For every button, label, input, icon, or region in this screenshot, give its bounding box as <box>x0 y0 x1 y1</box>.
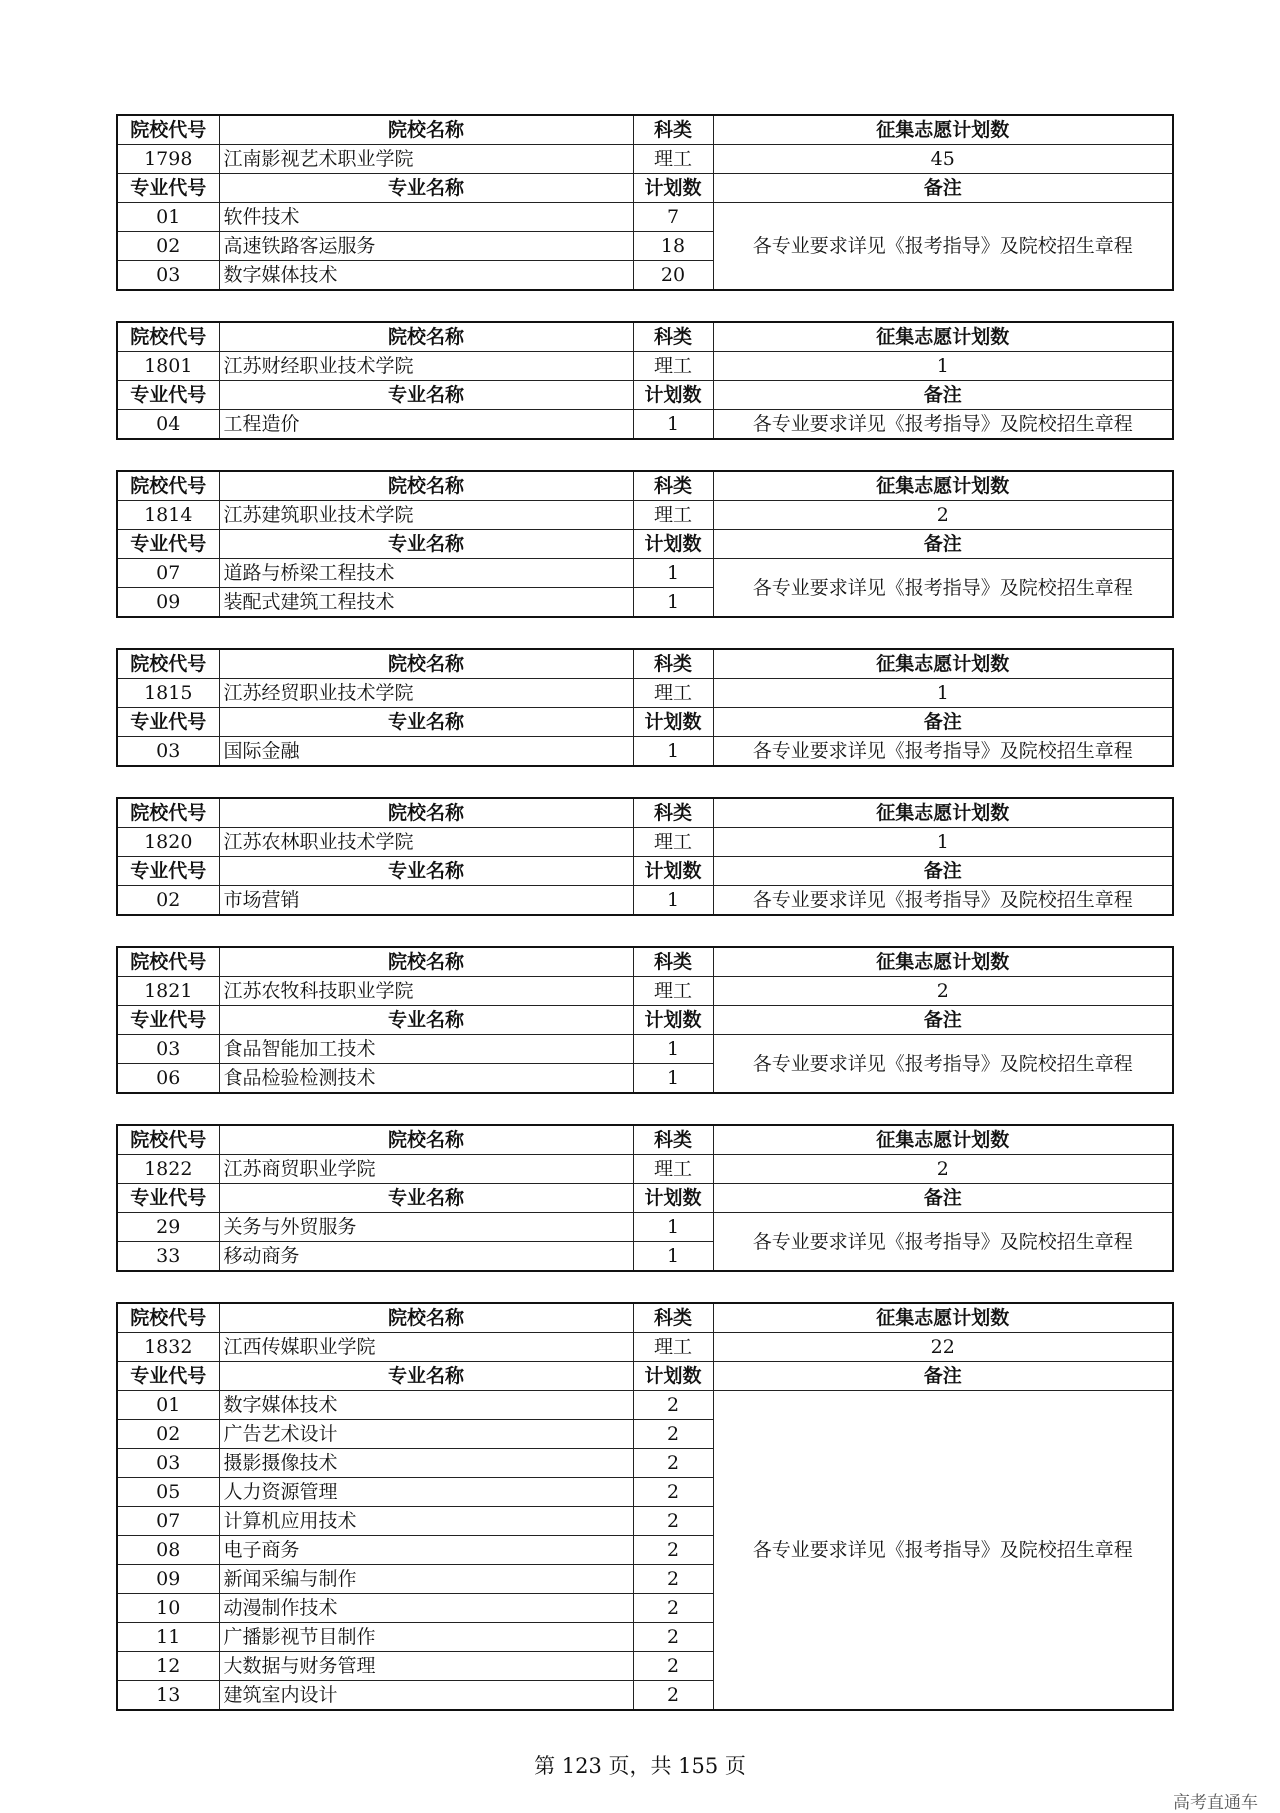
major-row <box>117 1213 1173 1242</box>
plan-count-header: 计划数 <box>633 381 713 410</box>
major-plan-count: 2 <box>633 1391 713 1420</box>
major-code-header: 专业代号 <box>117 708 219 737</box>
major-row <box>117 559 1173 588</box>
major-header-row <box>117 174 1173 203</box>
school-info-row <box>117 352 1173 381</box>
major-name: 工程造价 <box>219 410 633 440</box>
major-name-header: 专业名称 <box>219 1184 633 1213</box>
major-plan-count: 20 <box>633 261 713 291</box>
major-note: 各专业要求详见《报考指导》及院校招生章程 <box>713 1035 1173 1094</box>
school-name-header: 院校名称 <box>219 649 633 679</box>
major-plan-count: 2 <box>633 1594 713 1623</box>
major-name: 计算机应用技术 <box>219 1507 633 1536</box>
major-code: 10 <box>117 1594 219 1623</box>
major-code-header: 专业代号 <box>117 857 219 886</box>
major-name: 国际金融 <box>219 737 633 767</box>
school-category: 理工 <box>633 1155 713 1184</box>
school-category: 理工 <box>633 977 713 1006</box>
category-header: 科类 <box>633 115 713 145</box>
school-code: 1798 <box>117 145 219 174</box>
major-plan-count: 2 <box>633 1623 713 1652</box>
major-code: 33 <box>117 1242 219 1272</box>
plan-total-header: 征集志愿计划数 <box>713 115 1173 145</box>
major-row <box>117 203 1173 232</box>
school-code-header: 院校代号 <box>117 115 219 145</box>
major-plan-count: 1 <box>633 588 713 618</box>
major-name: 建筑室内设计 <box>219 1681 633 1711</box>
major-code: 09 <box>117 588 219 618</box>
major-name: 新闻采编与制作 <box>219 1565 633 1594</box>
major-row <box>117 1035 1173 1064</box>
school-header-row <box>117 947 1173 977</box>
plan-total-header: 征集志愿计划数 <box>713 947 1173 977</box>
major-name: 人力资源管理 <box>219 1478 633 1507</box>
major-code: 07 <box>117 559 219 588</box>
major-name: 市场营销 <box>219 886 633 916</box>
major-name-header: 专业名称 <box>219 1006 633 1035</box>
major-note: 各专业要求详见《报考指导》及院校招生章程 <box>713 559 1173 618</box>
major-plan-count: 1 <box>633 559 713 588</box>
plan-total-header: 征集志愿计划数 <box>713 649 1173 679</box>
plan-total-header: 征集志愿计划数 <box>713 322 1173 352</box>
school-category: 理工 <box>633 679 713 708</box>
major-plan-count: 1 <box>633 1242 713 1272</box>
major-plan-count: 2 <box>633 1536 713 1565</box>
school-name-header: 院校名称 <box>219 115 633 145</box>
major-name: 广告艺术设计 <box>219 1420 633 1449</box>
major-name-header: 专业名称 <box>219 174 633 203</box>
plan-count-header: 计划数 <box>633 174 713 203</box>
school-info-row <box>117 1333 1173 1362</box>
school-code: 1832 <box>117 1333 219 1362</box>
major-code-header: 专业代号 <box>117 174 219 203</box>
major-note: 各专业要求详见《报考指导》及院校招生章程 <box>713 886 1173 916</box>
major-name: 食品检验检测技术 <box>219 1064 633 1094</box>
school-table <box>116 114 1174 291</box>
school-code: 1821 <box>117 977 219 1006</box>
major-name-header: 专业名称 <box>219 857 633 886</box>
school-code: 1814 <box>117 501 219 530</box>
school-info-row <box>117 977 1173 1006</box>
school-header-row <box>117 1125 1173 1155</box>
major-name-header: 专业名称 <box>219 1362 633 1391</box>
major-code: 02 <box>117 886 219 916</box>
school-header-row <box>117 322 1173 352</box>
major-row <box>117 737 1173 767</box>
major-code: 11 <box>117 1623 219 1652</box>
school-table <box>116 321 1174 440</box>
school-category: 理工 <box>633 501 713 530</box>
school-plan-total: 2 <box>713 501 1173 530</box>
major-plan-count: 2 <box>633 1565 713 1594</box>
school-code-header: 院校代号 <box>117 322 219 352</box>
school-plan-total: 2 <box>713 1155 1173 1184</box>
major-note: 各专业要求详见《报考指导》及院校招生章程 <box>713 1391 1173 1711</box>
plan-total-header: 征集志愿计划数 <box>713 471 1173 501</box>
school-plan-total: 1 <box>713 828 1173 857</box>
major-code: 01 <box>117 203 219 232</box>
major-name: 大数据与财务管理 <box>219 1652 633 1681</box>
major-plan-count: 2 <box>633 1507 713 1536</box>
category-header: 科类 <box>633 649 713 679</box>
school-name-header: 院校名称 <box>219 947 633 977</box>
major-header-row <box>117 708 1173 737</box>
school-name-header: 院校名称 <box>219 471 633 501</box>
major-plan-count: 1 <box>633 410 713 440</box>
major-plan-count: 1 <box>633 886 713 916</box>
school-name: 江苏建筑职业技术学院 <box>219 501 633 530</box>
major-note: 各专业要求详见《报考指导》及院校招生章程 <box>713 1213 1173 1272</box>
major-code: 03 <box>117 261 219 291</box>
major-code: 06 <box>117 1064 219 1094</box>
school-table <box>116 470 1174 618</box>
major-code: 04 <box>117 410 219 440</box>
major-plan-count: 7 <box>633 203 713 232</box>
major-name-header: 专业名称 <box>219 381 633 410</box>
major-code: 08 <box>117 1536 219 1565</box>
major-plan-count: 2 <box>633 1681 713 1711</box>
school-code-header: 院校代号 <box>117 1125 219 1155</box>
major-code-header: 专业代号 <box>117 1184 219 1213</box>
major-plan-count: 1 <box>633 1213 713 1242</box>
school-name: 江苏经贸职业技术学院 <box>219 679 633 708</box>
school-code: 1822 <box>117 1155 219 1184</box>
major-plan-count: 1 <box>633 737 713 767</box>
major-plan-count: 1 <box>633 1035 713 1064</box>
major-plan-count: 2 <box>633 1652 713 1681</box>
plan-total-header: 征集志愿计划数 <box>713 1303 1173 1333</box>
category-header: 科类 <box>633 1125 713 1155</box>
major-name: 食品智能加工技术 <box>219 1035 633 1064</box>
major-row <box>117 1391 1173 1420</box>
note-header: 备注 <box>713 708 1173 737</box>
major-code-header: 专业代号 <box>117 530 219 559</box>
plan-count-header: 计划数 <box>633 1362 713 1391</box>
major-plan-count: 2 <box>633 1449 713 1478</box>
note-header: 备注 <box>713 1006 1173 1035</box>
major-name: 关务与外贸服务 <box>219 1213 633 1242</box>
major-code: 03 <box>117 1035 219 1064</box>
school-plan-total: 1 <box>713 352 1173 381</box>
school-name: 江西传媒职业学院 <box>219 1333 633 1362</box>
admission-plan-tables <box>116 114 1172 1741</box>
school-category: 理工 <box>633 352 713 381</box>
category-header: 科类 <box>633 322 713 352</box>
major-header-row <box>117 381 1173 410</box>
school-plan-total: 2 <box>713 977 1173 1006</box>
school-code-header: 院校代号 <box>117 1303 219 1333</box>
plan-count-header: 计划数 <box>633 857 713 886</box>
school-header-row <box>117 1303 1173 1333</box>
plan-count-header: 计划数 <box>633 1184 713 1213</box>
major-code-header: 专业代号 <box>117 1362 219 1391</box>
school-name-header: 院校名称 <box>219 322 633 352</box>
school-info-row <box>117 145 1173 174</box>
school-code-header: 院校代号 <box>117 947 219 977</box>
major-header-row <box>117 1362 1173 1391</box>
major-code: 09 <box>117 1565 219 1594</box>
major-plan-count: 1 <box>633 1064 713 1094</box>
note-header: 备注 <box>713 1362 1173 1391</box>
category-header: 科类 <box>633 798 713 828</box>
plan-total-header: 征集志愿计划数 <box>713 798 1173 828</box>
category-header: 科类 <box>633 1303 713 1333</box>
major-code: 03 <box>117 737 219 767</box>
major-code: 03 <box>117 1449 219 1478</box>
school-code: 1801 <box>117 352 219 381</box>
major-name: 道路与桥梁工程技术 <box>219 559 633 588</box>
major-plan-count: 18 <box>633 232 713 261</box>
major-name-header: 专业名称 <box>219 708 633 737</box>
major-header-row <box>117 857 1173 886</box>
school-info-row <box>117 679 1173 708</box>
school-plan-total: 45 <box>713 145 1173 174</box>
major-name: 装配式建筑工程技术 <box>219 588 633 618</box>
school-info-row <box>117 501 1173 530</box>
major-name: 电子商务 <box>219 1536 633 1565</box>
school-header-row <box>117 115 1173 145</box>
school-name: 江苏商贸职业学院 <box>219 1155 633 1184</box>
school-name: 江南影视艺术职业学院 <box>219 145 633 174</box>
school-header-row <box>117 649 1173 679</box>
note-header: 备注 <box>713 1184 1173 1213</box>
major-name: 数字媒体技术 <box>219 1391 633 1420</box>
school-plan-total: 1 <box>713 679 1173 708</box>
major-code: 02 <box>117 232 219 261</box>
major-name: 数字媒体技术 <box>219 261 633 291</box>
major-name: 动漫制作技术 <box>219 1594 633 1623</box>
category-header: 科类 <box>633 947 713 977</box>
school-header-row <box>117 798 1173 828</box>
major-code: 05 <box>117 1478 219 1507</box>
major-code-header: 专业代号 <box>117 1006 219 1035</box>
school-code: 1820 <box>117 828 219 857</box>
school-table <box>116 1124 1174 1272</box>
school-table <box>116 1302 1174 1711</box>
school-name-header: 院校名称 <box>219 1125 633 1155</box>
major-plan-count: 2 <box>633 1420 713 1449</box>
page-number: 第 123 页，共 155 页 <box>534 1754 746 1778</box>
note-header: 备注 <box>713 857 1173 886</box>
major-code: 07 <box>117 1507 219 1536</box>
major-code: 02 <box>117 1420 219 1449</box>
plan-count-header: 计划数 <box>633 708 713 737</box>
school-table <box>116 797 1174 916</box>
plan-count-header: 计划数 <box>633 1006 713 1035</box>
note-header: 备注 <box>713 174 1173 203</box>
major-name: 广播影视节目制作 <box>219 1623 633 1652</box>
school-code: 1815 <box>117 679 219 708</box>
school-table <box>116 648 1174 767</box>
major-name: 高速铁路客运服务 <box>219 232 633 261</box>
school-code-header: 院校代号 <box>117 649 219 679</box>
major-name-header: 专业名称 <box>219 530 633 559</box>
school-table <box>116 946 1174 1094</box>
major-name: 摄影摄像技术 <box>219 1449 633 1478</box>
major-note: 各专业要求详见《报考指导》及院校招生章程 <box>713 410 1173 440</box>
category-header: 科类 <box>633 471 713 501</box>
school-info-row <box>117 828 1173 857</box>
major-plan-count: 2 <box>633 1478 713 1507</box>
plan-total-header: 征集志愿计划数 <box>713 1125 1173 1155</box>
major-header-row <box>117 1184 1173 1213</box>
major-header-row <box>117 1006 1173 1035</box>
major-code-header: 专业代号 <box>117 381 219 410</box>
major-header-row <box>117 530 1173 559</box>
watermark: 高考直通车 <box>1173 1793 1258 1813</box>
school-header-row <box>117 471 1173 501</box>
major-name: 软件技术 <box>219 203 633 232</box>
major-note: 各专业要求详见《报考指导》及院校招生章程 <box>713 737 1173 767</box>
school-category: 理工 <box>633 145 713 174</box>
plan-count-header: 计划数 <box>633 530 713 559</box>
school-code-header: 院校代号 <box>117 798 219 828</box>
school-name: 江苏农林职业技术学院 <box>219 828 633 857</box>
school-name-header: 院校名称 <box>219 1303 633 1333</box>
major-row <box>117 886 1173 916</box>
school-category: 理工 <box>633 1333 713 1362</box>
major-code: 12 <box>117 1652 219 1681</box>
major-note: 各专业要求详见《报考指导》及院校招生章程 <box>713 203 1173 291</box>
school-name-header: 院校名称 <box>219 798 633 828</box>
school-name: 江苏财经职业技术学院 <box>219 352 633 381</box>
school-plan-total: 22 <box>713 1333 1173 1362</box>
major-name: 移动商务 <box>219 1242 633 1272</box>
major-row <box>117 410 1173 440</box>
school-category: 理工 <box>633 828 713 857</box>
major-code: 01 <box>117 1391 219 1420</box>
major-code: 29 <box>117 1213 219 1242</box>
note-header: 备注 <box>713 530 1173 559</box>
major-code: 13 <box>117 1681 219 1711</box>
note-header: 备注 <box>713 381 1173 410</box>
school-name: 江苏农牧科技职业学院 <box>219 977 633 1006</box>
school-code-header: 院校代号 <box>117 471 219 501</box>
school-info-row <box>117 1155 1173 1184</box>
